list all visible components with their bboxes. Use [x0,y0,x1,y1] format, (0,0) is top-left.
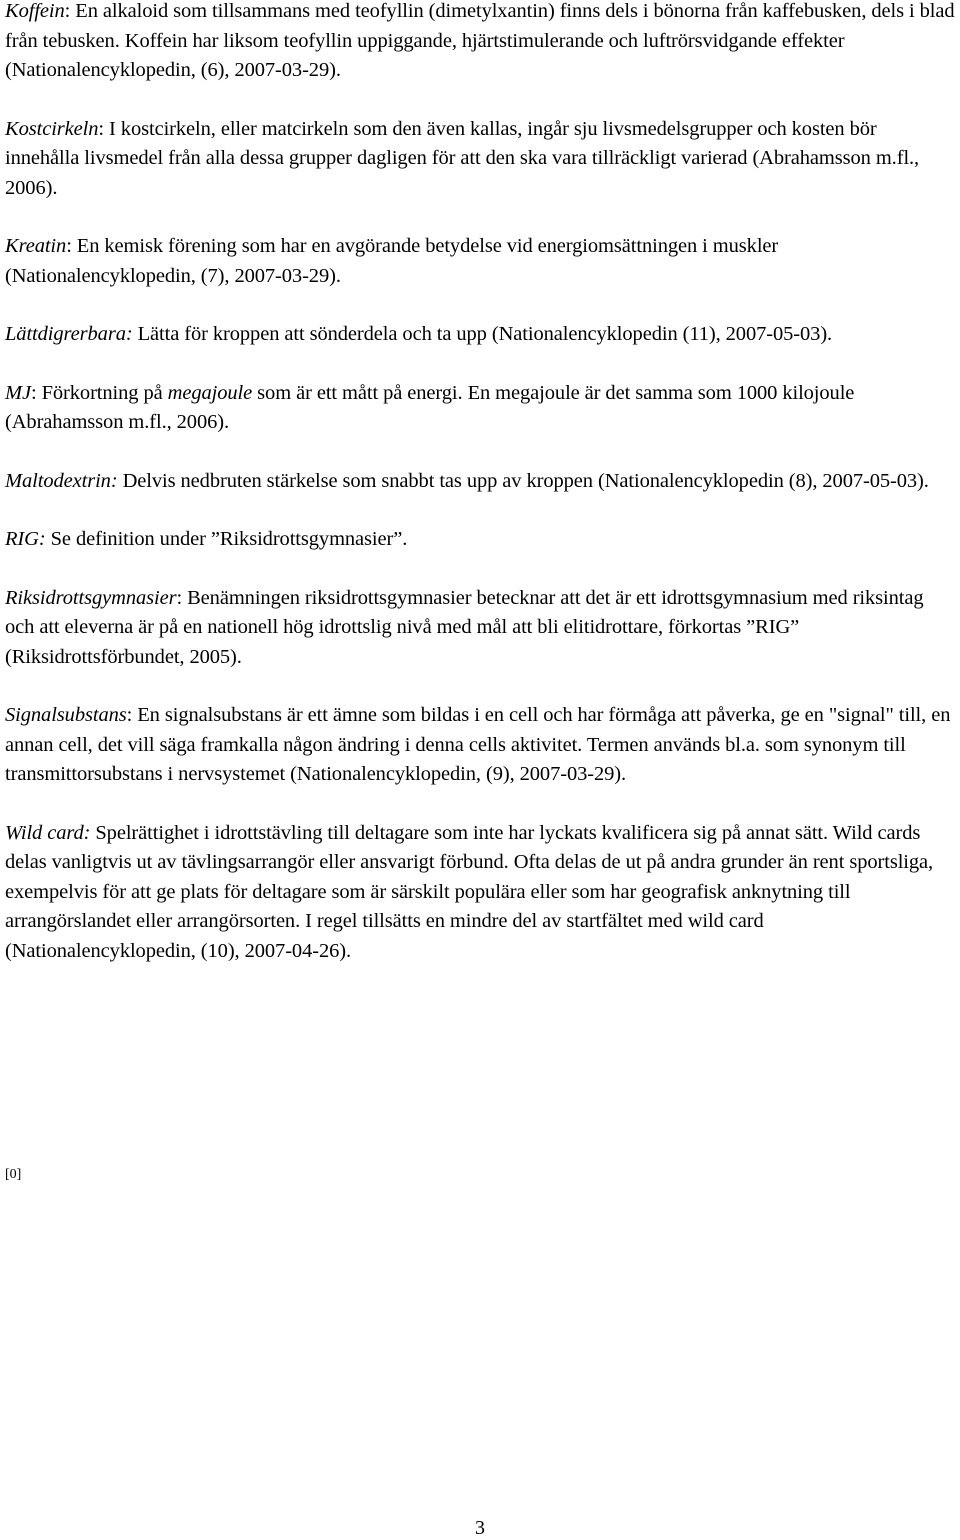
glossary-entry-kostcirkeln [5,115,955,204]
glossary-entry-wild-card [5,819,955,967]
glossary-term: Kostcirkeln [5,117,99,140]
glossary-entry-maltodextrin [5,467,955,497]
glossary-definition: : En alkaloid som tillsammans med teofyllin (dimetylxantin) finns dels i bönorna från kaffebusken, dels i blad från tebusken. Koffein har liksom teofyllin uppiggande, hjärtstimulerande och luftrörsvidgande effekter (Nationalencyklopedin, (6), 2007-03-29). [5,0,955,81]
glossary-entry-riksidrottsgymnasier [5,584,955,673]
glossary-definition: : I kostcirkeln, eller matcirkeln som den även kallas, ingår sju livsmedelsgrupper och kosten bör innehålla livsmedel från alla dessa grupper dagligen för att den ska vara tillräckligt varierad (Abrahamsson m.fl., 2006). [5,117,920,199]
page-number: 3 [475,1517,485,1539]
glossary-entry-lattdigrerbara [5,320,955,350]
glossary-entry-koffein [5,0,955,86]
glossary-page [5,0,955,995]
glossary-term: MJ [5,381,31,404]
glossary-definition-part: : Förkortning på [30,381,168,404]
glossary-definition: Lätta för kroppen att sönderdela och ta upp (Nationalencyklopedin (11), 2007-05-03). [132,323,833,345]
glossary-term: Lättdigrerbara: [5,323,133,345]
glossary-term: Signalsubstans [5,704,127,726]
glossary-entry-rig [5,525,955,555]
footnote-reference[interactable]: [0] [5,1167,22,1182]
glossary-entry-signalsubstans [5,701,955,790]
glossary-term: Koffein [5,0,65,22]
glossary-entry-mj [5,379,955,438]
glossary-term: Wild card: [5,821,91,844]
glossary-definition: Se definition under ”Riksidrottsgymnasier”. [45,528,408,550]
glossary-definition: Delvis nedbruten stärkelse som snabbt tas upp av kroppen (Nationalencyklopedin (8), 2007-05-03). [117,469,929,492]
glossary-term: Riksidrottsgymnasier [5,586,177,609]
glossary-term: Kreatin [5,235,67,257]
glossary-entry-kreatin [5,232,955,291]
glossary-emphasis: megajoule [167,381,253,404]
glossary-definition-part: som är ett mått på energi. En megajoule är det samma som 1000 kilojoule (Abrahamsson m.fl., 2006). [5,381,855,433]
glossary-definition: : En signalsubstans är ett ämne som bildas i en cell och har förmåga att påverka, ge en "signal" till, en annan cell, det vill säga framkalla någon ändring i denna cells aktivitet. Termen används bl.a. som synonym till transmittorsubstans i nervsystemet (Nationalencyklopedin, (9), 2007-03-29). [5,704,951,785]
glossary-definition: : En kemisk förening som har en avgörande betydelse vid energiomsättningen i muskler (Nationalencyklopedin, (7), 2007-03-29). [5,235,779,287]
glossary-term: RIG: [5,528,46,550]
glossary-term: Maltodextrin: [5,469,118,492]
glossary-definition: : Benämningen riksidrottsgymnasier betecknar att det är ett idrottsgymnasium med riksintag och att eleverna är på en nationell hög idrottslig nivå med mål att bli elitidrottare, förkortas ”RIG” (Riksidrottsförbundet, 2005). [5,586,924,668]
glossary-definition: Spelrättighet i idrottstävling till deltagare som inte har lyckats kvalificera sig på annat sätt. Wild cards delas vanligtvis ut av tävlingsarrangör eller ansvarigt förbund. Ofta delas de ut på andra grunder än rent sportsliga, exempelvis för att ge plats för deltagare som är särskilt populära eller som har geografisk anknytning till arrangörslandet eller arrangörsorten. I regel tillsätts en mindre del av startfältet med wild card (Nationalencyklopedin, (10), 2007-04-26). [5,821,934,962]
